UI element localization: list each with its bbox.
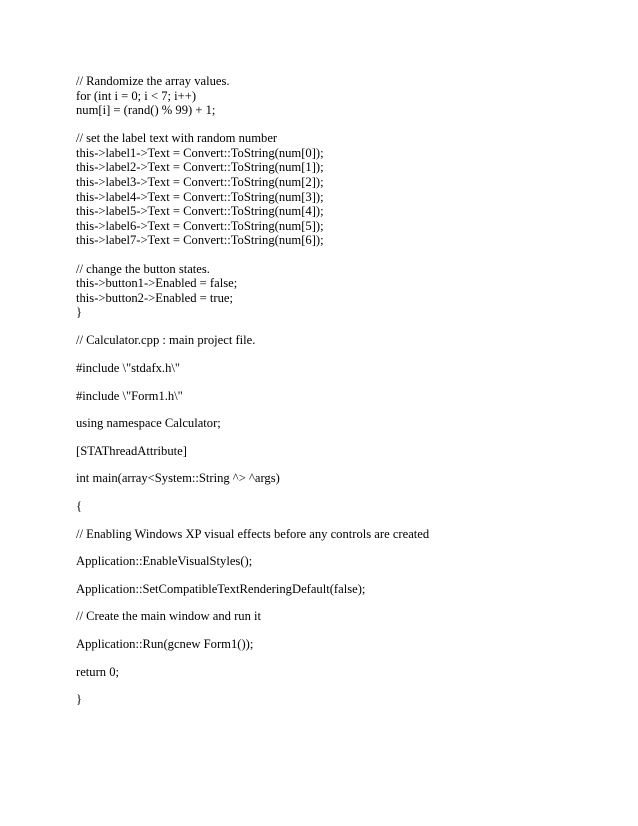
code-line: // set the label text with random number: [76, 131, 278, 146]
code-line: this->label4->Text = Convert::ToString(num[3]);: [76, 189, 324, 204]
code-line: this->label2->Text = Convert::ToString(num[1]);: [76, 160, 324, 175]
code-paragraph: }: [76, 692, 83, 707]
code-line: // change the button states.: [76, 261, 210, 276]
randomize-block: [76, 74, 616, 118]
code-paragraph: {: [76, 498, 83, 513]
code-paragraph: using namespace Calculator;: [76, 416, 221, 431]
code-line: this->button2->Enabled = true;: [76, 290, 234, 305]
code-line: // Randomize the array values.: [76, 74, 230, 88]
code-paragraph: Application::EnableVisualStyles();: [76, 554, 253, 569]
main-file-block: [76, 333, 616, 706]
code-paragraph: #include \"Form1.h\": [76, 388, 183, 403]
code-line: num[i] = (rand() % 99) + 1;: [76, 103, 216, 118]
code-paragraph: Application::Run(gcnew Form1());: [76, 636, 254, 651]
spacer: [76, 118, 616, 132]
code-line: for (int i = 0; i < 7; i++): [76, 88, 197, 103]
code-line: this->label7->Text = Convert::ToString(num[6]);: [76, 233, 324, 248]
code-paragraph: #include \"stdafx.h\": [76, 361, 181, 375]
code-paragraph: // Enabling Windows XP visual effects before any controls are created: [76, 526, 430, 541]
code-line: this->label3->Text = Convert::ToString(num[2]);: [76, 175, 324, 190]
code-listing: [76, 74, 616, 720]
spacer: [76, 248, 616, 262]
code-paragraph: return 0;: [76, 664, 120, 679]
button-state-block: [76, 262, 616, 320]
code-line: this->label5->Text = Convert::ToString(num[4]);: [76, 204, 324, 219]
code-paragraph: Application::SetCompatibleTextRenderingDefault(false);: [76, 581, 366, 596]
label-text-block: [76, 131, 616, 248]
code-line: this->button1->Enabled = false;: [76, 276, 238, 291]
code-paragraph: [STAThreadAttribute]: [76, 443, 187, 458]
code-paragraph: // Create the main window and run it: [76, 609, 262, 624]
code-paragraph: // Calculator.cpp : main project file.: [76, 333, 256, 348]
code-paragraph: int main(array<System::String ^> ^args): [76, 471, 280, 486]
code-line: this->label1->Text = Convert::ToString(num[0]);: [76, 145, 324, 160]
code-line: }: [76, 305, 83, 320]
code-line: this->label6->Text = Convert::ToString(num[5]);: [76, 218, 324, 233]
spacer: [76, 320, 616, 334]
